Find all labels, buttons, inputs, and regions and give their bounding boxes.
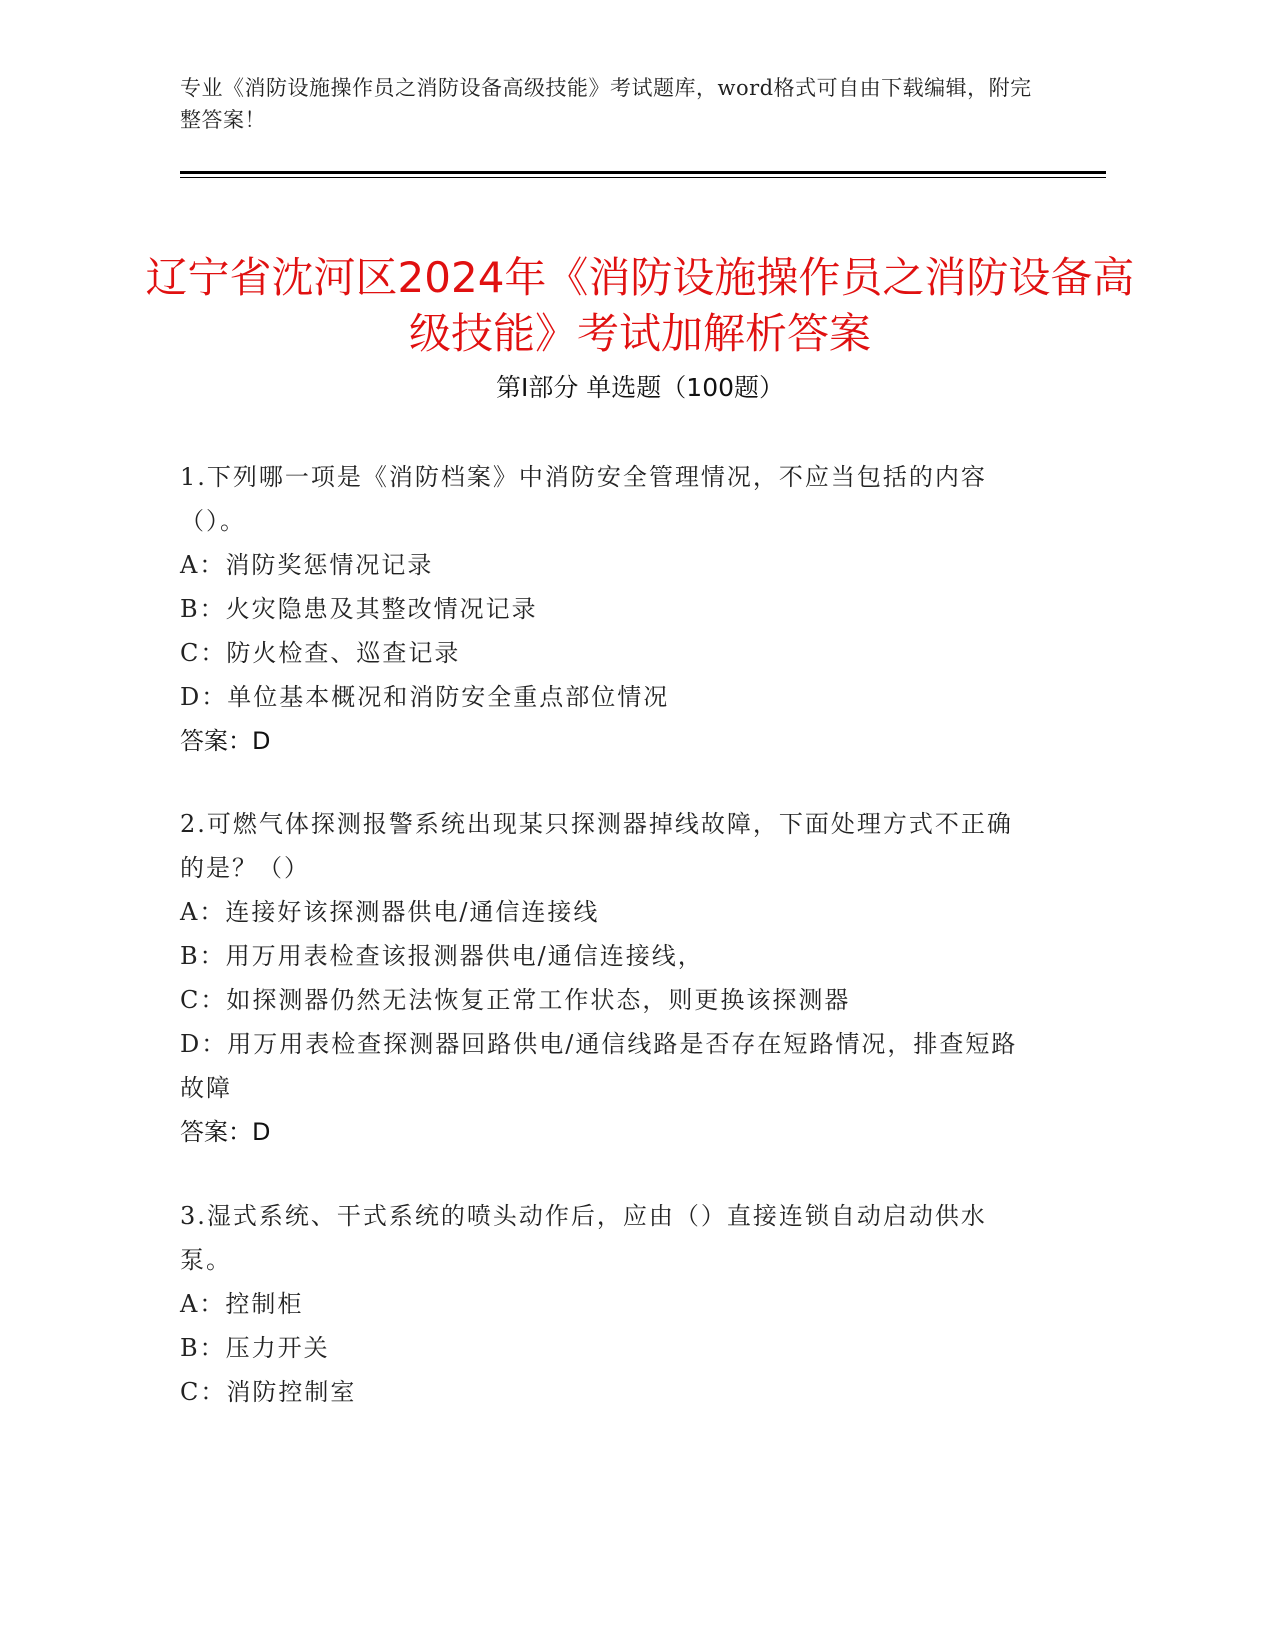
option-a: A：控制柜 <box>180 1290 304 1318</box>
question-stem: 2.可燃气体探测报警系统出现某只探测器掉线故障，下面处理方式不正确的是？（） <box>180 810 1013 882</box>
option-c: C：防火检查、巡查记录 <box>180 639 461 667</box>
option-b: B：火灾隐患及其整改情况记录 <box>180 595 538 623</box>
option-b: B：用万用表检查该报测器供电/通信连接线， <box>180 942 704 970</box>
header-divider-thick <box>180 171 1106 174</box>
question-3 <box>180 1194 1020 1414</box>
question-2 <box>180 802 1020 1154</box>
option-a: A：消防奖惩情况记录 <box>180 551 434 579</box>
option-a: A：连接好该探测器供电/通信连接线 <box>180 898 600 926</box>
question-stem: 1.下列哪一项是《消防档案》中消防安全管理情况，不应当包括的内容（）。 <box>180 463 987 535</box>
answer: 答案：D <box>180 727 271 755</box>
question-stem: 3.湿式系统、干式系统的喷头动作后，应由（）直接连锁自动启动供水泵。 <box>180 1202 987 1274</box>
question-1 <box>180 455 1020 763</box>
option-c: C：消防控制室 <box>180 1378 357 1406</box>
answer: 答案：D <box>180 1118 271 1146</box>
option-d: D：用万用表检查探测器回路供电/通信线路是否存在短路情况，排查短路故障 <box>180 1030 1018 1102</box>
header-note: 专业《消防设施操作员之消防设备高级技能》考试题库，word格式可自由下载编辑，附完整答案！ <box>180 76 1032 132</box>
section-heading: 第Ⅰ部分 单选题（100题） <box>495 373 785 402</box>
option-c: C：如探测器仍然无法恢复正常工作状态，则更换该探测器 <box>180 986 851 1014</box>
document-title: 辽宁省沈河区2024年《消防设施操作员之消防设备高级技能》考试加解析答案 <box>145 253 1135 359</box>
header-divider-thin <box>180 177 1106 178</box>
option-d: D：单位基本概况和消防安全重点部位情况 <box>180 683 670 711</box>
option-b: B：压力开关 <box>180 1334 330 1362</box>
